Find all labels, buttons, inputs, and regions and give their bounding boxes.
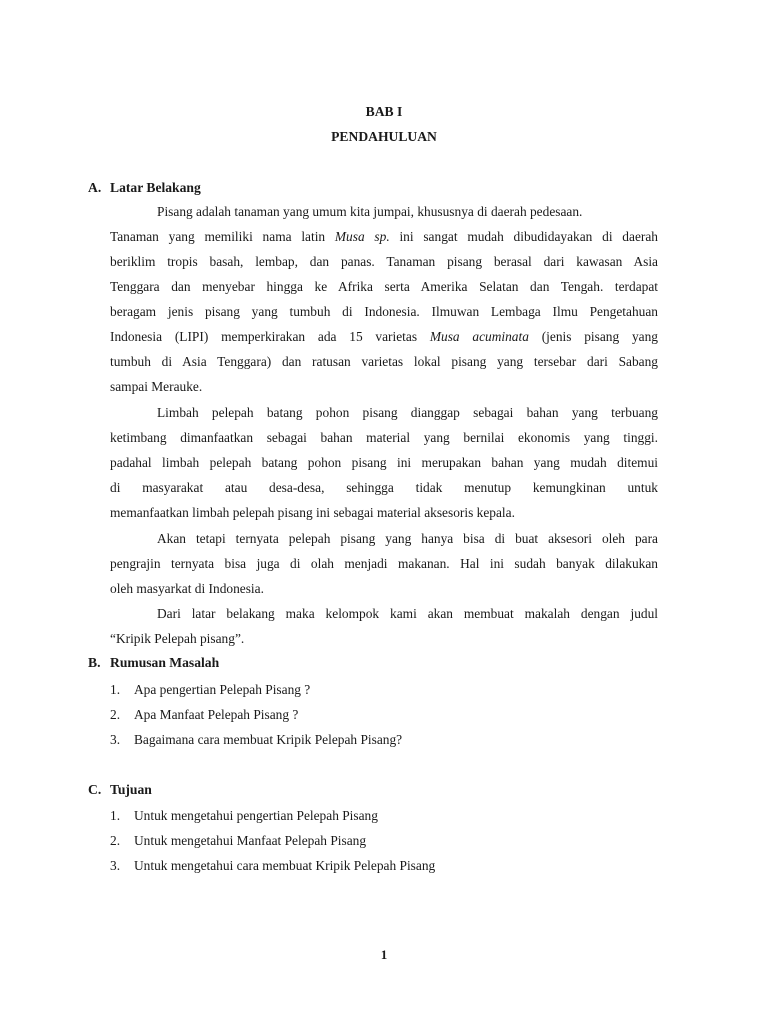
p4-line-1: Dari latar belakang maka kelompok kami akan membuat makalah dengan judul [157, 606, 658, 621]
list-item: 2. Apa Manfaat Pelepah Pisang ? [110, 707, 299, 722]
p1-line-8: sampai Merauke. [110, 379, 203, 394]
section-c-letter: C. [88, 782, 102, 797]
section-b-letter: B. [88, 655, 101, 670]
page-number: 1 [380, 947, 388, 962]
list-item: 1. Apa pengertian Pelepah Pisang ? [110, 682, 311, 697]
p3-line-3: oleh masyarkat di Indonesia. [110, 581, 264, 596]
list-item: 1. Untuk mengetahui pengertian Pelepah Pisang [110, 808, 378, 823]
p2-line-2: ketimbang dimanfaatkan sebagai bahan material yang bernilai ekonomis yang tinggi. [110, 430, 658, 445]
p1-line-3: beriklim tropis basah, lembap, dan panas. Tanaman pisang berasal dari kawasan Asia [110, 254, 658, 269]
p2-line-3: padahal limbah pelepah batang pohon pisang ini merupakan bahan yang mudah ditemui [110, 455, 658, 470]
section-c-title: Tujuan [110, 782, 152, 797]
p4-line-2: “Kripik Pelepah pisang”. [110, 631, 245, 646]
section-c-heading [88, 782, 152, 798]
p1-line-7: tumbuh di Asia Tenggara) dan ratusan varietas lokal pisang yang tersebar dari Sabang [110, 354, 658, 369]
list-item: 3. Untuk mengetahui cara membuat Kripik Pelepah Pisang [110, 858, 436, 873]
p3-line-1: Akan tetapi ternyata pelepah pisang yang hanya bisa di buat aksesori oleh para [157, 531, 658, 546]
p2-line-5: memanfaatkan limbah pelepah pisang ini sebagai material aksesoris kepala. [110, 505, 515, 520]
section-a-letter: A. [88, 180, 102, 195]
section-b-title: Rumusan Masalah [110, 655, 220, 670]
p1-line-5: beragam jenis pisang yang tumbuh di Indonesia. Ilmuwan Lembaga Ilmu Pengetahuan [110, 304, 658, 319]
list-item: 3. Bagaimana cara membuat Kripik Pelepah Pisang? [110, 732, 403, 747]
p2-line-4: di masyarakat atau desa-desa, sehingga tidak menutup kemungkinan untuk [110, 480, 658, 495]
chapter-title: PENDAHULUAN [331, 129, 437, 144]
p1-line-1: Pisang adalah tanaman yang umum kita jumpai, khususnya di daerah pedesaan. [157, 204, 583, 219]
section-b-heading [88, 655, 219, 671]
section-a-title: Latar Belakang [110, 180, 201, 195]
p1-line-2: Tanaman yang memiliki nama latin Musa sp. ini sangat mudah dibudidayakan di daerah [110, 229, 658, 244]
p2-line-1: Limbah pelepah batang pohon pisang dianggap sebagai bahan yang terbuang [157, 405, 658, 420]
section-a-heading [88, 180, 201, 196]
chapter-label: BAB I [365, 104, 403, 119]
p1-line-4: Tenggara dan menyebar hingga ke Afrika serta Amerika Selatan dan Tengah. terdapat [110, 279, 658, 294]
p3-line-2: pengrajin ternyata bisa juga di olah menjadi makanan. Hal ini sudah banyak dilakukan [110, 556, 658, 571]
p1-line-6: Indonesia (LIPI) memperkirakan ada 15 varietas Musa acuminata (jenis pisang yang [110, 329, 658, 344]
list-item: 2. Untuk mengetahui Manfaat Pelepah Pisang [110, 833, 367, 848]
